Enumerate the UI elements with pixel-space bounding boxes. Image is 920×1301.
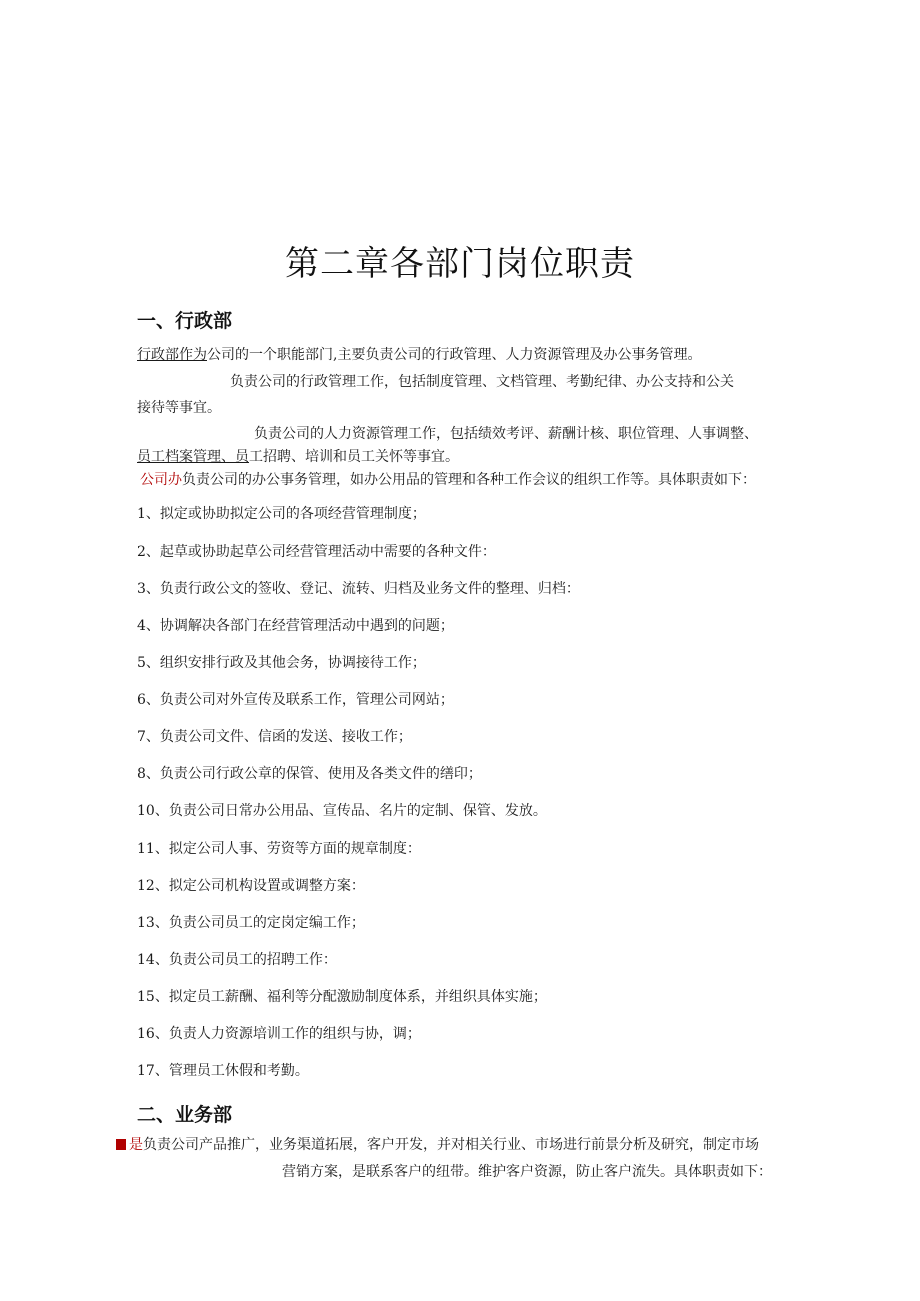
admin-duty-line-2: 接待等事宜。 [137, 400, 221, 416]
hr-duty-underlined: 员工档案管理、员 [137, 449, 249, 465]
duty-item: 14、负责公司员工的招聘工作： [137, 952, 337, 968]
business-lead: 是 [129, 1137, 143, 1153]
section-heading-admin: 一、行政部 [137, 310, 233, 332]
hr-duty-rest: 工招聘、培训和员工关怀等事宜。 [249, 449, 459, 465]
duty-item: 16、负责人力资源培训工作的组织与协，调； [137, 1026, 421, 1042]
duty-item: 13、负责公司员工的定岗定编工作； [137, 915, 365, 931]
duty-item: 17、管理员工休假和考勤。 [137, 1063, 309, 1079]
duty-item: 7、负责公司文件、信函的发送、接收工作； [137, 729, 412, 745]
duty-item: 11、拟定公司人事、劳资等方面的规章制度： [137, 841, 421, 857]
duty-item: 5、组织安排行政及其他会务，协调接待工作； [137, 655, 426, 671]
chapter-title: 第二章各部门岗位职责 [285, 244, 635, 284]
admin-duty-line-1: 负责公司的行政管理工作，包括制度管理、文档管理、考勤纪律、办公支持和公关 [230, 374, 734, 390]
duty-item: 4、协调解决各部门在经营管理活动中遇到的问题； [137, 618, 454, 634]
business-intro-line-2: 营销方案，是联系客户的纽带。维护客户资源，防止客户流失。具体职责如下： [282, 1164, 772, 1180]
section-heading-business: 二、业务部 [137, 1104, 233, 1126]
hr-duty-line-2 [137, 446, 459, 466]
duty-item: 15、拟定员工薪酬、福利等分配激励制度体系，并组织具体实施； [137, 989, 547, 1005]
office-duty-intro [140, 469, 756, 489]
duty-item: 3、负责行政公文的签收、登记、流转、归档及业务文件的整理、归档： [137, 581, 580, 597]
office-lead: 公司办 [140, 472, 182, 488]
admin-intro-lead: 行政部作为 [137, 347, 207, 363]
duty-item: 8、负责公司行政公章的保管、使用及各类文件的缮印； [137, 766, 482, 782]
red-square-bullet-icon [116, 1139, 126, 1150]
duty-item: 10、负责公司日常办公用品、宣传品、名片的定制、保管、发放。 [137, 803, 547, 819]
admin-intro [137, 344, 701, 364]
office-rest: 负责公司的办公事务管理，如办公用品的管理和各种工作会议的组织工作等。具体职责如下： [182, 472, 756, 488]
business-line-1-text: 负责公司产品推广，业务渠道拓展，客户开发，并对相关行业、市场进行前景分析及研究，制定市场 [143, 1137, 759, 1153]
hr-duty-line-1: 负责公司的人力资源管理工作，包括绩效考评、薪酬计核、职位管理、人事调整、 [254, 426, 758, 442]
duty-item: 1、拟定或协助拟定公司的各项经营管理制度； [137, 506, 426, 522]
duty-item: 12、拟定公司机构设置或调整方案： [137, 878, 365, 894]
business-intro-line-1 [116, 1134, 759, 1154]
admin-intro-rest: 公司的一个职能部门,主要负责公司的行政管理、人力资源管理及办公事务管理。 [207, 347, 702, 363]
duty-item: 2、起草或协助起草公司经营管理活动中需要的各种文件： [137, 544, 496, 560]
duty-item: 6、负责公司对外宣传及联系工作，管理公司网站； [137, 692, 454, 708]
